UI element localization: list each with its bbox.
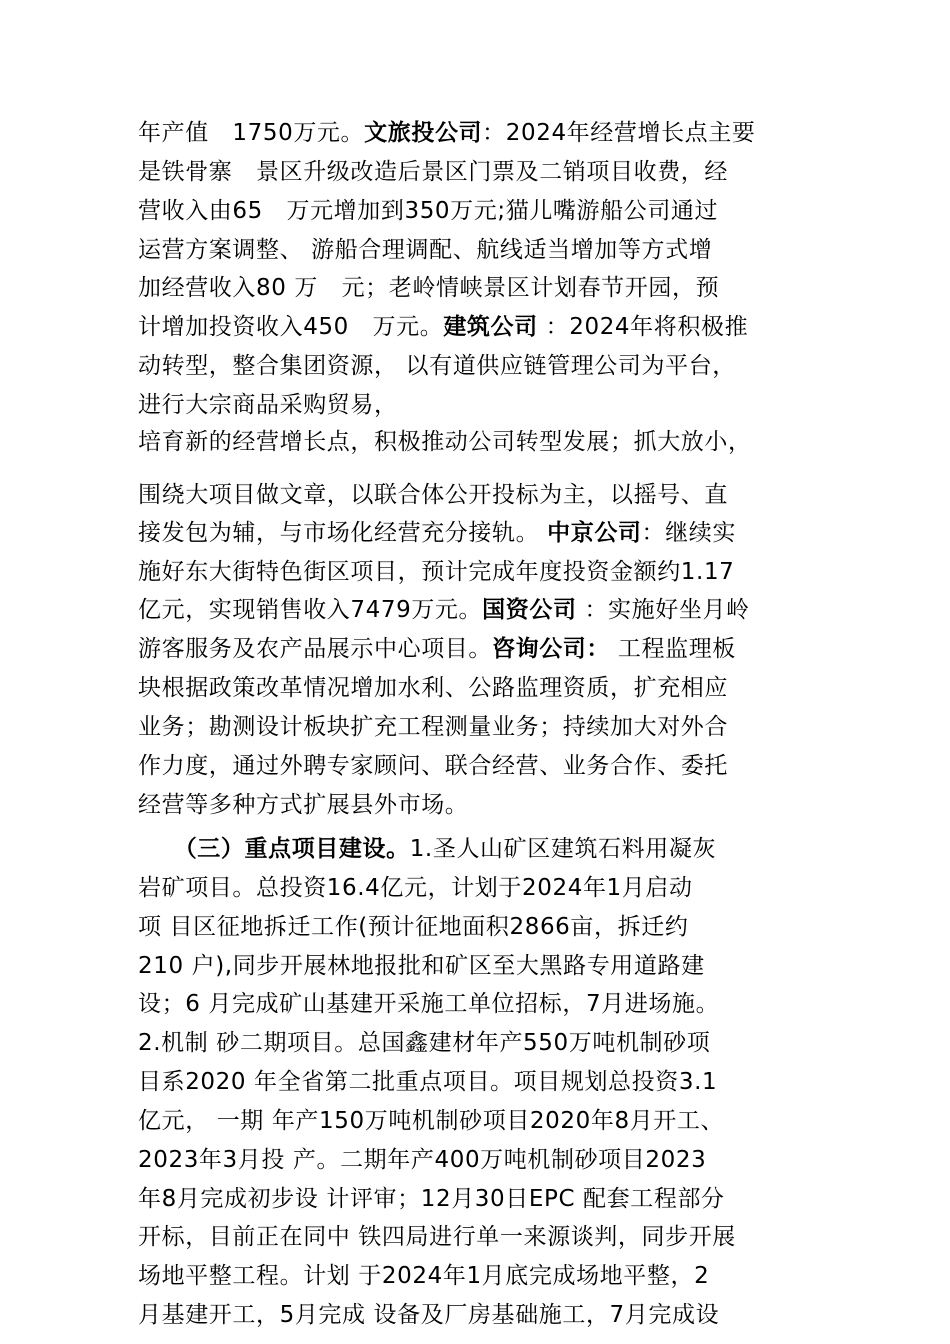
body-text: 经营等多种方式扩展县外市场。 bbox=[138, 792, 469, 818]
text-line bbox=[138, 711, 728, 743]
body-text: 培育新的经营增长点，积极推动公司转型发展；抓大放小， bbox=[138, 429, 752, 455]
text-line bbox=[138, 117, 755, 149]
bold-heading-text: 建筑公司 bbox=[443, 314, 538, 340]
body-text: 设；6 月完成矿山基建开采施工单位招标，7月进场施。 bbox=[138, 991, 720, 1017]
body-text: 月基建开工，5月完成 设备及厂房基础施工，7月完成设 bbox=[138, 1302, 720, 1328]
text-line bbox=[138, 1260, 709, 1292]
text-line bbox=[138, 311, 748, 343]
body-text: 亿元， 一期 年产150万吨机制砂项目2020年8月开工、 bbox=[138, 1108, 725, 1134]
bold-heading-text: 文旅投公司 bbox=[364, 120, 483, 146]
text-line bbox=[138, 872, 693, 904]
text-line bbox=[138, 1183, 725, 1215]
body-text: 场地平整工程。计划 于2024年1月底完成场地平整，2 bbox=[138, 1263, 710, 1289]
text-line bbox=[138, 833, 716, 865]
body-text: ：2024年经营增长点主要 bbox=[482, 120, 756, 146]
body-text: 年产值 1750万元。 bbox=[138, 120, 365, 146]
body-text: 块根据政策改革情况增加水利、公路监理资质，扩充相应 bbox=[138, 675, 728, 701]
text-line bbox=[138, 479, 728, 511]
body-text: 计增加投资收入450 万元。 bbox=[138, 314, 444, 340]
text-line bbox=[138, 988, 719, 1020]
text-line bbox=[138, 1144, 706, 1176]
body-text: 营收入由65 万元增加到350万元;猫儿嘴游船公司通过 bbox=[138, 198, 719, 224]
body-text: 作力度，通过外聘专家顾问、联合经营、业务合作、委托 bbox=[138, 753, 728, 779]
body-text: 目系2020 年全省第二批重点项目。项目规划总投资3.1 bbox=[138, 1069, 718, 1095]
text-line bbox=[138, 789, 468, 821]
text-line bbox=[138, 594, 750, 626]
body-text: 开标，目前正在同中 铁四局进行单一来源谈判，同步开展 bbox=[138, 1224, 736, 1250]
body-text: 岩矿项目。总投资16.4亿元，计划于2024年1月启动 bbox=[138, 875, 693, 901]
body-text: 年8月完成初步设 计评审；12月30日EPC 配套工程部分 bbox=[138, 1186, 725, 1212]
text-line bbox=[138, 272, 719, 304]
text-line bbox=[138, 350, 736, 382]
text-line bbox=[138, 1299, 719, 1331]
text-line bbox=[138, 556, 734, 588]
bold-heading-text: 国资公司 bbox=[482, 597, 577, 623]
body-text: 是铁骨寨 景区升级改造后景区门票及二销项目收费，经 bbox=[138, 159, 728, 185]
text-line bbox=[138, 426, 752, 458]
body-text: 项 目区征地拆迁工作(预计征地面积2866亩，拆迁约 bbox=[138, 914, 689, 940]
body-text: 围绕大项目做文章，以联合体公开投标为主，以摇号、直 bbox=[138, 482, 728, 508]
text-line bbox=[138, 1027, 710, 1059]
text-line bbox=[138, 389, 398, 421]
text-line bbox=[138, 1066, 717, 1098]
body-text: 施好东大街特色街区项目，预计完成年度投资金额约1.17 bbox=[138, 559, 735, 585]
text-line bbox=[138, 1105, 724, 1137]
body-text: 亿元，实现销售收入7479万元。 bbox=[138, 597, 483, 623]
body-text: 2.机制 砂二期项目。总国鑫建材年产550万吨机制砂项 bbox=[138, 1030, 711, 1056]
body-text: ：实施好坐月岭 bbox=[576, 597, 750, 623]
body-text: 工程监理板 bbox=[610, 636, 736, 662]
text-line bbox=[138, 234, 712, 266]
text-line bbox=[138, 633, 736, 665]
bold-heading-text: 咨询公司： bbox=[492, 636, 610, 662]
body-text: 运营方案调整、 游船合理调配、航线适当增加等方式增 bbox=[138, 237, 713, 263]
body-text: 动转型，整合集团资源， 以有道供应链管理公司为平台， bbox=[138, 353, 736, 379]
body-text: 1.圣人山矿区建筑石料用凝灰 bbox=[409, 836, 717, 862]
text-line bbox=[138, 195, 718, 227]
text-line bbox=[138, 750, 728, 782]
body-text: 接发包为辅，与市场化经营充分接轨。 bbox=[138, 520, 548, 546]
body-text: 2023年3月投 产。二期年产400万吨机制砂项目2023 bbox=[138, 1147, 707, 1173]
bold-heading-text: 中京公司 bbox=[547, 520, 642, 546]
text-line bbox=[138, 156, 728, 188]
text-line bbox=[138, 517, 736, 549]
body-text: 加经营收入80 万 元；老岭情峡景区计划春节开园，预 bbox=[138, 275, 720, 301]
body-text: 210 户),同步开展林地报批和矿区至大黑路专用道路建 bbox=[138, 953, 705, 979]
text-line bbox=[138, 950, 705, 982]
text-line bbox=[138, 672, 728, 704]
bold-heading-text: （三）重点项目建设。 bbox=[138, 836, 410, 862]
text-line bbox=[138, 911, 688, 943]
text-line bbox=[138, 1221, 736, 1253]
body-text: ：2024年将积极推 bbox=[537, 314, 749, 340]
body-text: 业务；勘测设计板块扩充工程测量业务；持续加大对外合 bbox=[138, 714, 728, 740]
body-text: 进行大宗商品采购贸易， bbox=[138, 392, 398, 418]
body-text: 游客服务及农产品展示中心项目。 bbox=[138, 636, 492, 662]
body-text: ：继续实 bbox=[641, 520, 736, 546]
